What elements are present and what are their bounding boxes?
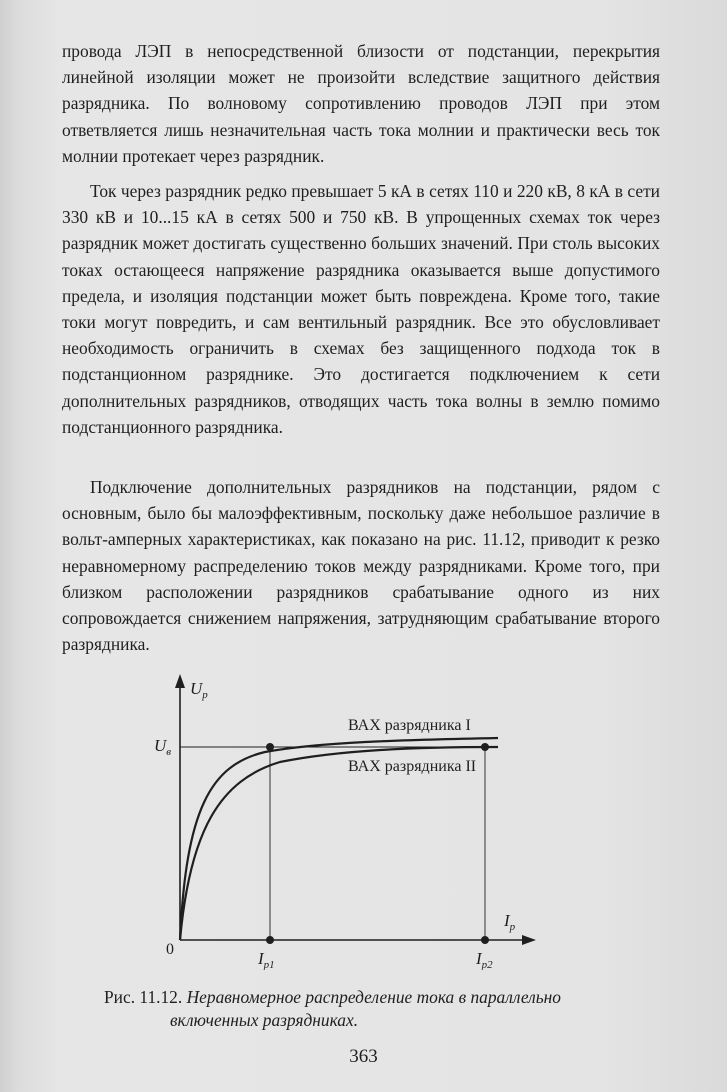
ip2-label: $I_{p2}$ (476, 949, 493, 970)
page-number: 363 (349, 1046, 378, 1067)
paragraph-2: Ток через разрядник редко превышает 5 кА в сетях 110 и 220 кВ, 8 кА в сети 330 кВ и 10...15 кА в сетях 500 и 750 кВ. В упрощенных схемах ток через разрядник может достигать существенно больших значений. При столь высоких токах остающееся напряжение разрядника оказывается выше допустимого предела, и изоляция подстанции может быть повреждена. Кроме того, такие токи могут повредить, и сам вентильный разрядник. Все это обусловливает необходимость ограничить в схемах без защищенного подхода ток в подстанционном разряднике. Это достигается подключением к сети дополнительных разрядников, отводящих часть тока волны в землю помимо подстанционного разрядника. (62, 181, 660, 437)
curve-2-label: ВАХ разрядника II (348, 758, 477, 775)
y-axis-label: $U_p$ (190, 679, 208, 701)
curve-1-label: ВАХ разрядника I (348, 717, 471, 734)
y-axis-arrow-icon (175, 674, 185, 688)
caption-number: Рис. 11.12. (104, 987, 183, 1007)
vah-figure (150, 670, 670, 970)
vah-diagram (150, 670, 670, 970)
caption-text-line-2: включенных разрядниках. (170, 1010, 359, 1030)
paragraph-3: Подключение дополнительных разрядников на подстанции, рядом с основным, было бы малоэффективным, поскольку даже небольшое различие в вольт-амперных характеристиках, как показано на рис. 11.12, приводит к резко неравномерному распределению токов между разрядниками. Кроме того, при близком расположении разрядников срабатывание одного из них сопровождается снижением напряжения, затрудняющим срабатывание второго разрядника. (62, 477, 660, 655)
point-curve2-level (481, 743, 489, 751)
caption-text: Неравномерное распределение тока в параллельно (186, 987, 561, 1007)
paragraph-1: провода ЛЭП в непосредственной близости от подстанции, перекрытия линейной изоляции может не произойти вследствие защитного действия разрядника. По волновому сопротивлению проводов ЛЭП при этом ответвляется лишь незначительная часть тока молнии и практически весь ток молнии протекает через разрядник. (62, 41, 660, 166)
x-axis-arrow-icon (522, 935, 536, 945)
curve-2 (180, 747, 498, 940)
point-ip2 (481, 936, 489, 944)
origin-label: 0 (166, 941, 174, 958)
point-curve1-level (266, 743, 274, 751)
voltage-level-label: $U_в$ (154, 736, 172, 758)
ip1-label: $I_{p1}$ (258, 949, 275, 970)
x-axis-label: $I_p$ (504, 911, 516, 933)
figure-caption (104, 985, 664, 1009)
point-ip1 (266, 936, 274, 944)
